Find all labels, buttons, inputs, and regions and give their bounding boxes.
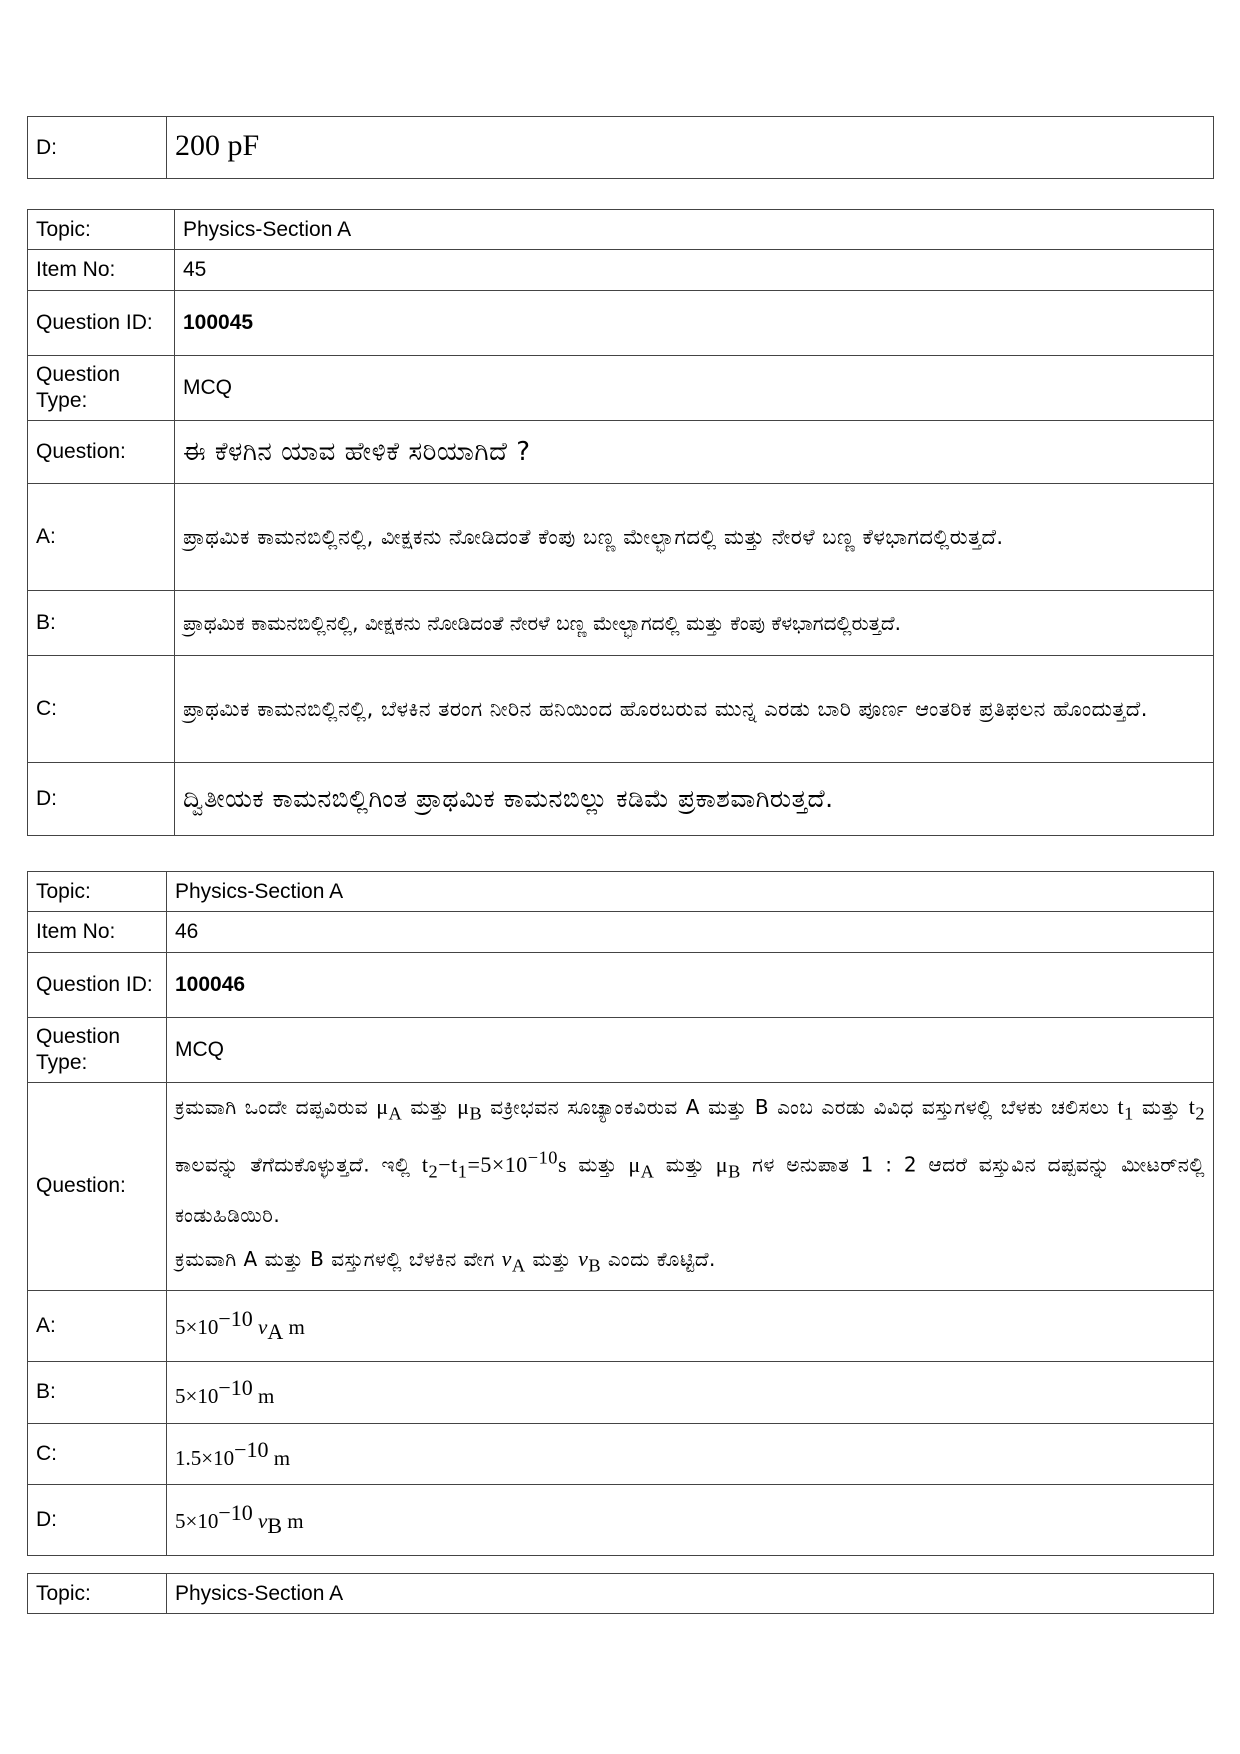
option-b-label: B: bbox=[28, 591, 175, 656]
next-item-table bbox=[27, 1573, 1214, 1614]
question-type-label: Question Type: bbox=[28, 356, 175, 421]
option-d-label: D: bbox=[28, 1484, 167, 1555]
option-d-text: ದ್ವಿತೀಯಕ ಕಾಮನಬಿಲ್ಲಿಗಿಂತ ಪ್ರಾಥಮಿಕ ಕಾಮನಬಿಲ್ಲು ಕಡಿಮೆ ಪ್ರಕಾಶವಾಗಿರುತ್ತದೆ. bbox=[175, 763, 1214, 836]
question-text: ಕ್ರಮವಾಗಿ ಒಂದೇ ದಪ್ಪವಿರುವ $\mu_A$ ಮತ್ತು $\mu_B$ ವಕ್ರೀಭವನ ಸೂಚ್ಯಾಂಕವಿರುವ A ಮತ್ತು B ಎಂಬ ಎರಡು ವಿವಿಧ ವಸ್ತುಗಳಲ್ಲಿ ಬೆಳಕು ಚಲಿಸಲು $t_1$ ಮತ್ತು $t_2$ ಕಾಲವನ್ನು ತೆಗೆದುಕೊಳ್ಳುತ್ತದೆ. ಇಲ್ಲಿ $t_2-t_1=5\times 10^{-10}s$ ಮತ್ತು $\mu_A$ ಮತ್ತು $\mu_B$ ಗಳ ಅನುಪಾತ 1 : 2 ಆದರೆ ವಸ್ತುವಿನ ದಪ್ಪವನ್ನು ಮೀಟರ್‌ನಲ್ಲಿ ಕಂಡುಹಿಡಿಯಿರಿ. ಕ್ರಮವಾಗಿ A ಮತ್ತು B ವಸ್ತುಗಳಲ್ಲಿ ಬೆಳಕಿನ ವೇಗ $v_A$ ಮತ್ತು $v_B$ ಎಂದು ಕೊಟ್ಟಿದೆ. bbox=[167, 1083, 1214, 1291]
prev-item-table bbox=[27, 116, 1214, 179]
item-no-label: Item No: bbox=[28, 912, 167, 953]
option-b-text: $5\times 10^{-10}$ m bbox=[167, 1361, 1214, 1423]
option-c-label: C: bbox=[28, 656, 175, 763]
question-46-table bbox=[27, 871, 1214, 1556]
option-c-text: ಪ್ರಾಥಮಿಕ ಕಾಮನಬಿಲ್ಲಿನಲ್ಲಿ, ಬೆಳಕಿನ ತರಂಗ ನೀರಿನ ಹನಿಯಿಂದ ಹೊರಬರುವ ಮುನ್ನ ಎರಡು ಬಾರಿ ಪೂರ್ಣ ಆಂತರಿಕ ಪ್ರತಿಫಲನ ಹೊಂದುತ್ತದೆ. bbox=[175, 656, 1214, 763]
option-b-label: B: bbox=[28, 1361, 167, 1423]
option-d-text: $5\times 10^{-10}$ $v_B$ m bbox=[167, 1484, 1214, 1555]
topic-label: Topic: bbox=[28, 872, 167, 912]
option-a-label: A: bbox=[28, 484, 175, 591]
option-d-label: D: bbox=[28, 763, 175, 836]
question-type-value: MCQ bbox=[175, 356, 1214, 421]
question-label: Question: bbox=[28, 1083, 167, 1291]
topic-label: Topic: bbox=[28, 210, 175, 250]
option-c-label: C: bbox=[28, 1423, 167, 1484]
option-d-value: 200 pF bbox=[167, 117, 1214, 179]
topic-value: Physics-Section A bbox=[167, 872, 1214, 912]
topic-label: Topic: bbox=[28, 1574, 167, 1614]
question-text: ಈ ಕೆಳಗಿನ ಯಾವ ಹೇಳಿಕೆ ಸರಿಯಾಗಿದೆ ? bbox=[175, 421, 1214, 484]
question-id-label: Question ID: bbox=[28, 953, 167, 1018]
option-a-text: $5\times 10^{-10}$ $v_A$ m bbox=[167, 1290, 1214, 1361]
topic-value: Physics-Section A bbox=[167, 1574, 1214, 1614]
question-type-label: Question Type: bbox=[28, 1018, 167, 1083]
question-45-table bbox=[27, 209, 1214, 836]
question-type-value: MCQ bbox=[167, 1018, 1214, 1083]
option-a-label: A: bbox=[28, 1290, 167, 1361]
item-no-value: 46 bbox=[167, 912, 1214, 953]
question-id-label: Question ID: bbox=[28, 291, 175, 356]
item-no-value: 45 bbox=[175, 250, 1214, 291]
option-b-text: ಪ್ರಾಥಮಿಕ ಕಾಮನಬಿಲ್ಲಿನಲ್ಲಿ, ವೀಕ್ಷಕನು ನೋಡಿದಂತೆ ನೇರಳೆ ಬಣ್ಣ ಮೇಲ್ಭಾಗದಲ್ಲಿ ಮತ್ತು ಕೆಂಪು ಕೆಳಭಾಗದಲ್ಲಿರುತ್ತದೆ. bbox=[175, 591, 1214, 656]
item-no-label: Item No: bbox=[28, 250, 175, 291]
option-d-label: D: bbox=[28, 117, 167, 179]
option-a-text: ಪ್ರಾಥಮಿಕ ಕಾಮನಬಿಲ್ಲಿನಲ್ಲಿ, ವೀಕ್ಷಕನು ನೋಡಿದಂತೆ ಕೆಂಪು ಬಣ್ಣ ಮೇಲ್ಭಾಗದಲ್ಲಿ ಮತ್ತು ನೇರಳೆ ಬಣ್ಣ ಕೆಳಭಾಗದಲ್ಲಿರುತ್ತದೆ. bbox=[175, 484, 1214, 591]
question-label: Question: bbox=[28, 421, 175, 484]
question-id-value: 100045 bbox=[175, 291, 1214, 356]
question-id-value: 100046 bbox=[167, 953, 1214, 1018]
option-c-text: $1.5\times 10^{-10}$ m bbox=[167, 1423, 1214, 1484]
topic-value: Physics-Section A bbox=[175, 210, 1214, 250]
